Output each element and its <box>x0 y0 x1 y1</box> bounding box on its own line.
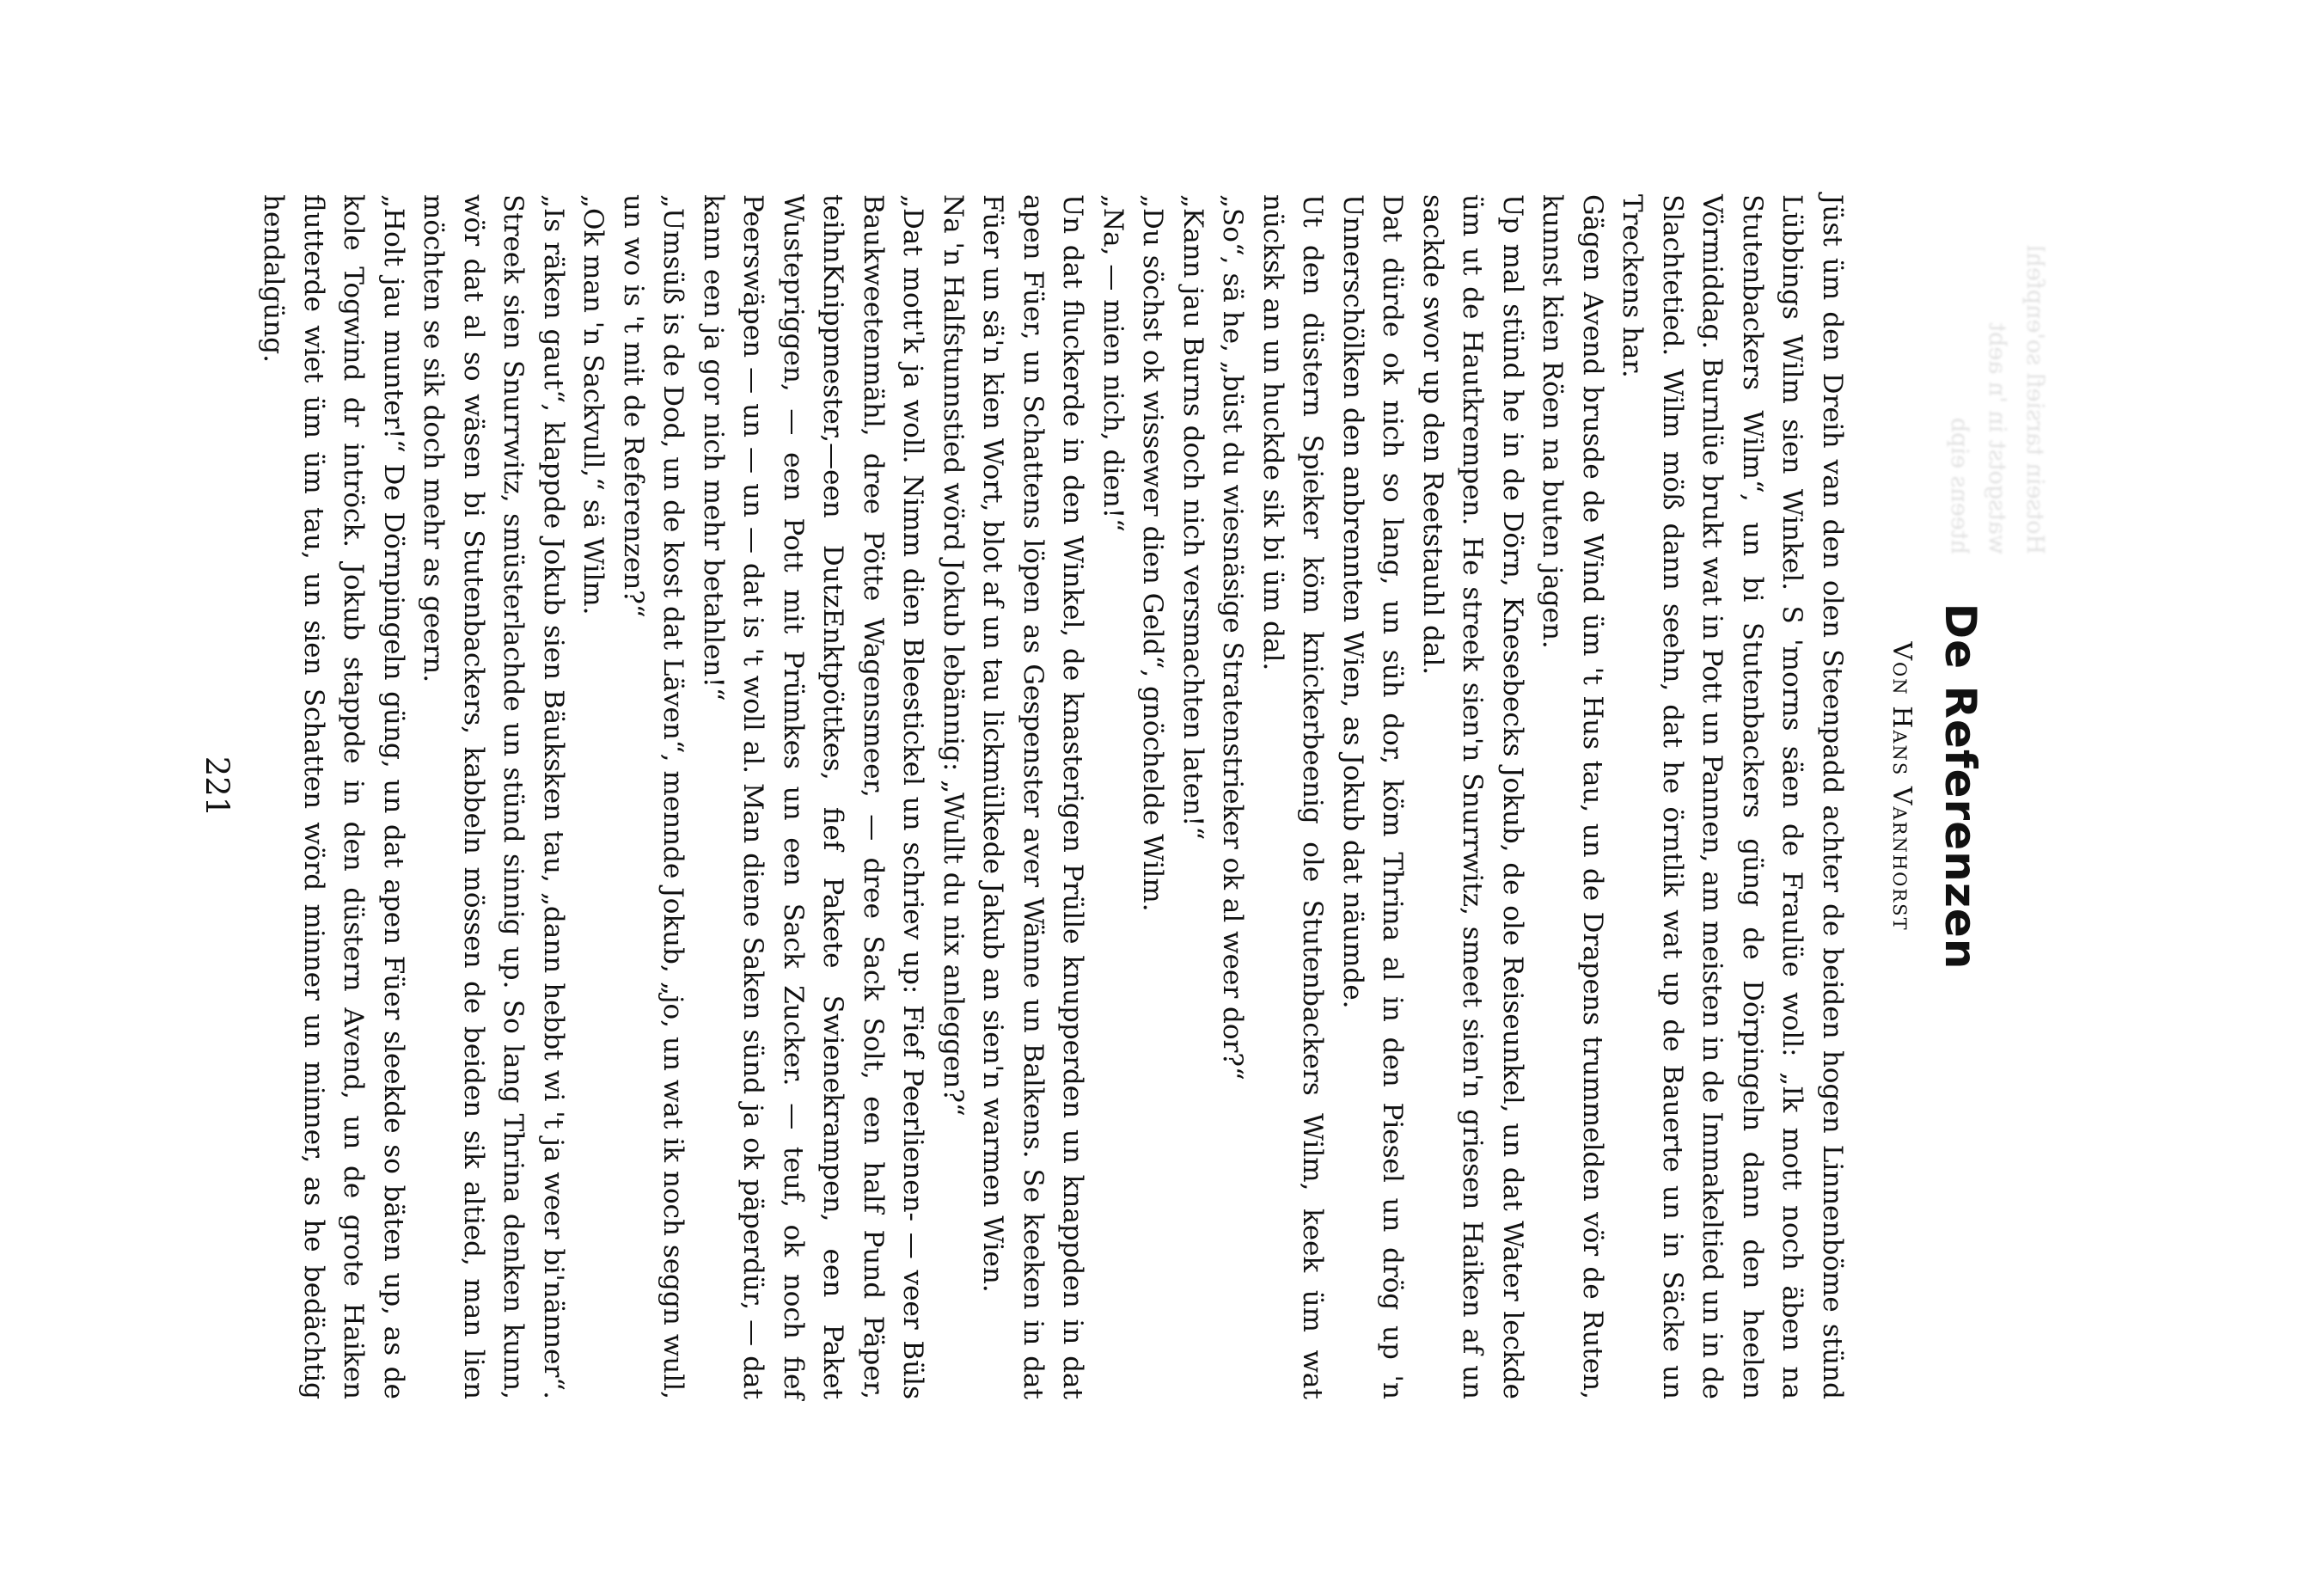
author-prefix: Von <box>1887 641 1917 696</box>
paragraph: „Na, — mien nich, dien!“ <box>1098 194 1128 532</box>
bleed-through-line: Hotsein tarsiefl so'enpfehl <box>2021 244 2048 554</box>
paragraph: Gägen Avend brusde de Wind üm 't Hus tau, un de Drapens trummelden vör de Ruten, kunnst kien Röen na buten jagen. <box>1537 194 1608 1399</box>
paragraph: „Umsüß is de Dod, un de kost dat Läven“, mennde Jokub, „jo, un wat ik noch seggn wull, un wo is 't mit de Referenzen?“ <box>618 194 689 1399</box>
paragraph: Jüst üm den Dreih van den olen Steenpadd achter de beiden hogen Linnenböme stünd Lübbings Wilm sien Winkel. S 'morns säen de Fraulüe woll: „Ik mott noch äben na Stutenbackers Wilm“, un bi Stutenbackers güng de Dörpingeln dann den heelen Vörmiddag. Burnlüe brukt wat in Pott un Pannen, am meisten in de Immakeltied un in de Slachtetied. Wilm möß dann seehn, dat he örntlik wat up de Bauerte un in Säcke un Treckens har. <box>1617 194 1848 1399</box>
story-title: De Referenzen <box>1936 603 1985 970</box>
story-body <box>254 194 1852 1399</box>
paragraph: „Kann jau Burns doch nich versmachten laten!“ <box>1177 194 1208 841</box>
paragraph: „Is räken gaut“, klappde Jokub sien Bäuksken tau, „dann hebbt wi 't ja weer bi'nänner“. Streek sien Snurrwitz, smüsterlachde un stünd sinnig up. So lang Thrina denken kunn, wör dat al so wäsen bi Stutenbackers, kabbeln mössen de beiden sik altied, man lien möchten se sik doch mehr as geern. <box>418 194 569 1399</box>
paragraph: „Dat mott'k ja woll. Nimm dien Bleestickel un schriev up: Fief Peerlienen- — veer Büls Baukweetenmähl, dree Pötte Wagensmeer, — dree Sack Solt, een half Pund Päper, teihnKnippmester,—een DutzEnktpöttkes, fief Pakete Swienekrampen, een Paket Wustepriggen, — een Pott mit Prümkes un een Sack Zucker. — teuf, ok noch fief Peerswäpen — un — un — dat is 't woll al. Man diene Saken sünd ja ok päperdür, — dat kann een ja gor nich mehr betahlen!“ <box>698 194 929 1399</box>
bleed-through-line: watsgotst in 'n aebt <box>1984 322 2010 554</box>
paragraph: Dat dürde ok nich so lang, un süh dor, köm Thrina al in den Piesel un drög up 'n Unnerschölken den anbrennten Wien, as Jokub dat näumde. <box>1337 194 1409 1399</box>
page-number: 221 <box>199 756 235 817</box>
paragraph: „Holt jau munter!“ De Dörnpingeln güng, un dat apen Füer sleekde so bäten up, as de kole Togwind dr intröck. Jokub stappde in den düstern Avend, un de grote Haiken flutterde wiet üm üm tau, un sien Schatten wörd minner un minner, as he bedächtig hendalgüng. <box>258 194 409 1399</box>
paragraph: Up mal stünd he in de Dörn, Knesebecks Jokub, de ole Reiseunkel, un dat Water leckde üm ut de Hautkrempen. He streek sien'n Snurrwitz, smeet sien'n griesen Haiken af un sackde swor up den Reetstauhl dal. <box>1417 194 1528 1399</box>
paragraph: Na 'n Halfstunnstied wörd Jokub lebännig: „Wullt du nix anleggen?“ <box>938 194 969 1117</box>
bleed-through-line: hteens eipb <box>1946 417 1972 554</box>
paragraph: „Du söchst ok wissewег dien Geld“, gnöchelde Wilm. <box>1137 194 1169 912</box>
author-line <box>1887 0 1917 1573</box>
paragraph: „Ok man 'n Sackvull,“ sä Wilm. <box>578 194 609 615</box>
author-name: Hans Varnhorst <box>1887 706 1917 932</box>
paragraph: Un dat fluckerde in den Winkel, de knasterigen Prülle knupperden un knappden in dat apen Füer, un Schattens löpen as Gespenster aver Wänne un Balkens. Se keeken in dat Füer un sä'n kien Wort, blot af un tau lickmülkede Jakub an sien'n warmen Wien. <box>977 194 1089 1399</box>
paragraph: „So“, sä he, „büst du wiesnäsige Stratenstrieker ok al weer dor?“ <box>1217 194 1249 1080</box>
paragraph: Ut den düstern Spieker köm knickerbeenig ole Stutenbackers Wilm, keek üm wat nücksk an un huckde sik bi üm dal. <box>1257 194 1329 1399</box>
